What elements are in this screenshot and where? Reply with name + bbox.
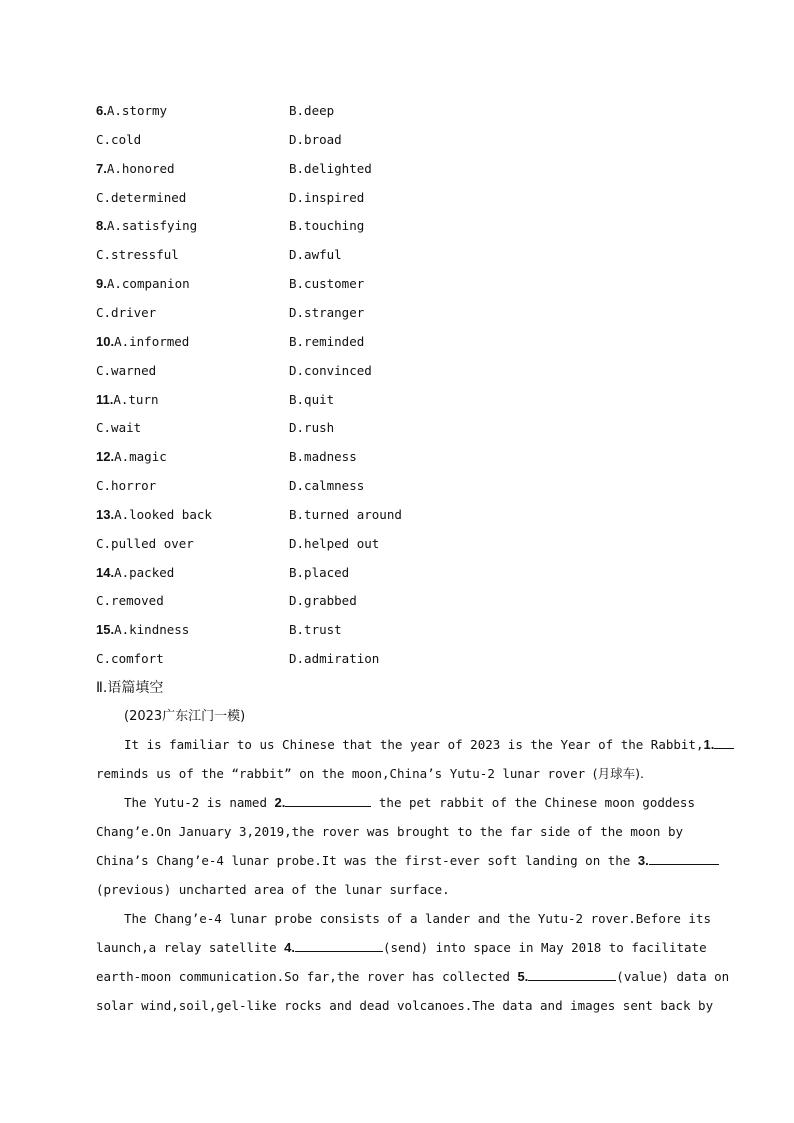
question-number: 8.: [96, 218, 107, 234]
option-d[interactable]: D.helped out: [289, 535, 380, 551]
passage-text: (value) data on: [616, 969, 730, 984]
option-c[interactable]: C.warned: [96, 362, 157, 378]
section-title: Ⅱ.语篇填空: [96, 680, 164, 696]
option-row-ab: [96, 390, 716, 410]
passage-text: the pet rabbit of the Chinese moon goddess: [378, 795, 695, 810]
option-a[interactable]: [96, 101, 167, 121]
answer-blank[interactable]: [649, 850, 719, 865]
answer-blank[interactable]: [714, 734, 734, 749]
passage-line: [96, 734, 715, 756]
option-d[interactable]: D.inspired: [289, 189, 365, 205]
passage-line: [96, 966, 730, 988]
option-a-text: A.looked back: [114, 506, 212, 522]
option-a[interactable]: [96, 274, 190, 294]
option-row-cd: [96, 476, 716, 496]
option-row-cd: [96, 188, 716, 208]
option-row-cd: [96, 245, 716, 265]
question-number: 14.: [96, 564, 115, 580]
blank-number: 4.: [284, 940, 295, 955]
option-row-cd: [96, 130, 716, 150]
option-b[interactable]: B.turned around: [289, 506, 402, 522]
option-row-ab: [96, 332, 716, 352]
option-d[interactable]: D.grabbed: [289, 593, 357, 609]
option-a[interactable]: [96, 159, 175, 179]
option-row-ab: [96, 101, 716, 121]
question-number: 15.: [96, 622, 115, 638]
option-c[interactable]: C.horror: [96, 478, 157, 494]
option-row-cd: [96, 534, 716, 554]
passage-text: The Yutu-2 is named: [124, 795, 267, 810]
passage-text: China’s Chang’e-4 lunar probe.It was the first-ever soft landing on the: [96, 853, 631, 868]
option-b[interactable]: B.delighted: [289, 160, 372, 176]
question-number: 13.: [96, 506, 115, 522]
option-row-cd: [96, 361, 716, 381]
question-number: 7.: [96, 160, 107, 176]
option-b[interactable]: B.touching: [289, 218, 365, 234]
option-a-text: A.stormy: [106, 103, 168, 118]
option-row-ab: [96, 274, 716, 294]
option-row-ab: [96, 216, 716, 236]
passage-text: (月球车).: [592, 766, 644, 781]
passage-line: [96, 937, 707, 959]
passage-text: (send) into space in May 2018 to facilitate: [383, 940, 707, 955]
passage-line: The Chang’e-4 lunar probe consists of a lander and the Yutu-2 rover.Before its: [124, 911, 711, 926]
option-c[interactable]: C.removed: [96, 593, 164, 609]
option-a-text: A.magic: [114, 449, 167, 465]
option-a-text: A.honored: [106, 160, 175, 176]
answer-blank[interactable]: [285, 792, 371, 807]
option-c[interactable]: C.comfort: [96, 651, 164, 667]
option-row-cd: [96, 303, 716, 323]
passage-text: reminds us of the “rabbit” on the moon,China’s Yutu-2 lunar rover: [96, 766, 586, 781]
question-number: 6.: [96, 103, 107, 118]
passage-text: launch,a relay satellite: [96, 940, 277, 955]
option-c[interactable]: C.wait: [96, 420, 142, 436]
answer-blank[interactable]: [528, 966, 616, 981]
option-a[interactable]: [96, 216, 197, 236]
answer-blank[interactable]: [295, 937, 383, 952]
option-b[interactable]: B.reminded: [289, 333, 365, 349]
option-b[interactable]: B.placed: [289, 564, 350, 580]
blank-number: 3.: [637, 853, 649, 868]
option-row-cd: [96, 418, 716, 438]
option-d[interactable]: D.awful: [289, 247, 342, 263]
option-row-ab: [96, 563, 716, 583]
option-a[interactable]: [96, 390, 159, 410]
option-b[interactable]: B.trust: [289, 622, 342, 638]
option-d[interactable]: D.calmness: [289, 478, 365, 494]
option-d[interactable]: D.admiration: [289, 651, 380, 667]
option-row-ab: [96, 620, 716, 640]
option-a[interactable]: [96, 447, 167, 467]
option-a[interactable]: [96, 505, 212, 525]
option-b[interactable]: B.deep: [289, 103, 335, 118]
question-number: 10.: [96, 333, 115, 349]
option-a-text: A.turn: [113, 391, 159, 407]
source-note: (2023广东江门一模): [124, 709, 246, 724]
passage-line: [96, 850, 698, 872]
option-row-ab: [96, 505, 716, 525]
option-b[interactable]: B.customer: [289, 276, 365, 292]
option-c[interactable]: C.cold: [96, 131, 142, 147]
option-row-cd: [96, 591, 716, 611]
option-d[interactable]: D.broad: [289, 131, 342, 147]
option-a[interactable]: [96, 620, 189, 640]
passage-text: It is familiar to us Chinese that the year of 2023 is the Year of the Rabbit,: [124, 737, 704, 752]
option-b[interactable]: B.madness: [289, 449, 357, 465]
option-b[interactable]: B.quit: [289, 391, 335, 407]
passage-line: [96, 792, 698, 814]
option-c[interactable]: C.stressful: [96, 247, 179, 263]
option-a[interactable]: [96, 563, 174, 583]
option-row-cd: [96, 649, 716, 669]
option-a-text: A.packed: [114, 564, 175, 580]
blank-number: 5.: [517, 969, 529, 984]
passage-text: earth-moon communication.So far,the rover has collected: [96, 969, 510, 984]
question-number: 11.: [96, 391, 114, 407]
option-d[interactable]: D.stranger: [289, 304, 365, 320]
option-c[interactable]: C.driver: [96, 304, 157, 320]
option-c[interactable]: C.determined: [96, 189, 187, 205]
question-number: 9.: [96, 276, 107, 292]
passage-line: (previous) uncharted area of the lunar surface.: [96, 882, 450, 897]
passage-line: Chang’e.On January 3,2019,the rover was brought to the far side of the moon by: [96, 824, 683, 839]
option-row-ab: [96, 159, 716, 179]
option-c[interactable]: C.pulled over: [96, 535, 194, 551]
blank-number: 2.: [274, 795, 286, 810]
option-a-text: A.satisfying: [106, 218, 198, 234]
option-a[interactable]: [96, 332, 189, 352]
option-a-text: A.informed: [114, 333, 190, 349]
passage-line: solar wind,soil,gel-like rocks and dead volcanoes.The data and images sent back by: [96, 998, 714, 1013]
option-d[interactable]: D.convinced: [289, 362, 372, 378]
option-a-text: A.companion: [106, 276, 190, 292]
option-a-text: A.kindness: [114, 622, 190, 638]
option-row-ab: [96, 447, 716, 467]
question-number: 12.: [96, 449, 115, 465]
passage-line: [96, 763, 698, 785]
option-d[interactable]: D.rush: [289, 420, 335, 436]
blank-number: 1.: [703, 737, 715, 752]
